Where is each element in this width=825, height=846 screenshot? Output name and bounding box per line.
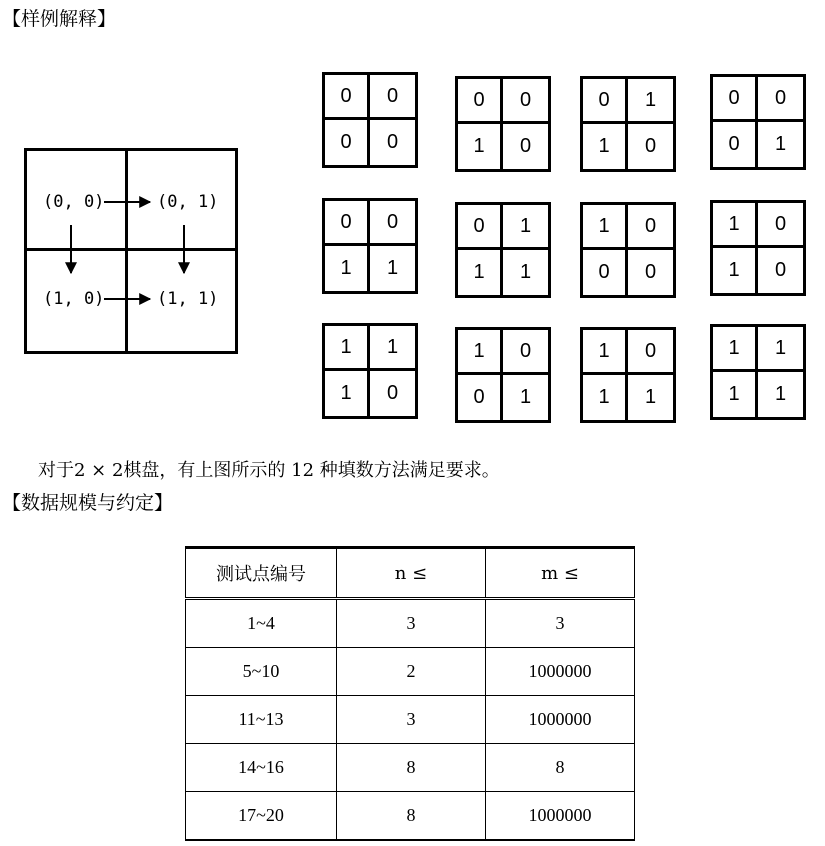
coord-label-0-0: (0, 0) — [43, 192, 105, 212]
table-cell: 3 — [337, 599, 486, 648]
table-header-row — [186, 548, 635, 599]
grid-cell: 0 — [628, 205, 673, 250]
filling-grid — [580, 76, 676, 172]
grid-cell: 1 — [583, 330, 628, 375]
grid-cell: 1 — [713, 248, 758, 293]
filling-grid — [710, 74, 806, 170]
filling-grid — [710, 200, 806, 296]
table-cell: 2 — [337, 648, 486, 696]
grid-cell: 1 — [325, 371, 370, 416]
filling-grid — [322, 198, 418, 294]
header-testcase-id: 测试点编号 — [186, 548, 337, 599]
coord-label-1-0: (1, 0) — [43, 289, 105, 309]
table-cell: 3 — [486, 599, 635, 648]
filling-grid — [455, 327, 551, 423]
filling-grid — [455, 76, 551, 172]
table-cell: 1000000 — [486, 792, 635, 841]
grid-cell: 1 — [644, 386, 657, 408]
grid-cell: 0 — [713, 77, 758, 122]
grid-cell: 1 — [458, 250, 503, 295]
grid-cell: 0 — [644, 135, 657, 157]
table-cell: 5~10 — [186, 648, 337, 696]
grid-cell: 0 — [758, 77, 803, 122]
table-cell: 1~4 — [186, 599, 337, 648]
grid-cell: 0 — [386, 131, 399, 153]
grid-cell: 1 — [458, 330, 503, 375]
grid-cell: 1 — [519, 386, 532, 408]
grid-cell: 1 — [628, 79, 673, 124]
diagram-arrows — [24, 148, 235, 351]
filling-grid — [455, 202, 551, 298]
filling-grid — [710, 324, 806, 420]
filling-grid — [322, 72, 418, 168]
grid-cell: 0 — [325, 75, 370, 120]
grid-cell: 0 — [386, 382, 399, 404]
table-row — [186, 599, 635, 648]
grid-cell: 1 — [503, 205, 548, 250]
table-row — [186, 696, 635, 744]
table-cell: 11~13 — [186, 696, 337, 744]
header-m-limit: m ≤ — [486, 548, 635, 599]
grid-cell: 1 — [774, 133, 787, 155]
table-row — [186, 792, 635, 841]
grid-cell: 0 — [774, 259, 787, 281]
table-cell: 14~16 — [186, 744, 337, 792]
grid-cell: 0 — [519, 135, 532, 157]
table-cell: 1000000 — [486, 648, 635, 696]
grid-cell: 0 — [370, 201, 415, 246]
grid-cell: 0 — [713, 122, 758, 167]
grid-cell: 0 — [503, 79, 548, 124]
table-cell: 3 — [337, 696, 486, 744]
grid-cell: 0 — [370, 75, 415, 120]
grid-cell: 1 — [583, 124, 628, 169]
coordinate-diagram — [24, 148, 235, 351]
filling-grid — [580, 202, 676, 298]
grid-cell: 0 — [758, 203, 803, 248]
grid-cell: 1 — [325, 326, 370, 371]
coord-label-0-1: (0, 1) — [157, 192, 219, 212]
table-cell: 1000000 — [486, 696, 635, 744]
grid-cell: 1 — [774, 383, 787, 405]
coord-label-1-1: (1, 1) — [157, 289, 219, 309]
filling-grid — [580, 327, 676, 423]
constraints-table — [185, 546, 635, 841]
grid-cell: 1 — [583, 375, 628, 420]
grid-cell: 1 — [370, 326, 415, 371]
grid-cell: 0 — [628, 330, 673, 375]
section-heading-sample-explanation: 【样例解释】 — [2, 8, 117, 30]
grid-cell: 1 — [325, 246, 370, 291]
table-cell: 8 — [337, 744, 486, 792]
grid-cell: 1 — [519, 261, 532, 283]
explanation-text: 对于2 × 2棋盘，有上图所示的 12 种填数方法满足要求。 — [38, 460, 500, 481]
grid-cell: 0 — [458, 79, 503, 124]
grid-cell: 0 — [325, 120, 370, 165]
grid-cell: 1 — [458, 124, 503, 169]
grid-cell: 0 — [644, 261, 657, 283]
grid-cell: 0 — [583, 250, 628, 295]
grid-cell: 0 — [583, 79, 628, 124]
grid-cell: 0 — [458, 205, 503, 250]
grid-cell: 1 — [583, 205, 628, 250]
filling-grid — [322, 323, 418, 419]
table-cell: 8 — [486, 744, 635, 792]
section-heading-constraints: 【数据规模与约定】 — [2, 492, 174, 514]
grid-cell: 0 — [458, 375, 503, 420]
grid-cell: 1 — [758, 327, 803, 372]
table-row — [186, 744, 635, 792]
grid-cell: 1 — [713, 327, 758, 372]
grid-cell: 0 — [503, 330, 548, 375]
table-cell: 8 — [337, 792, 486, 841]
grid-cell: 1 — [386, 257, 399, 279]
header-n-limit: n ≤ — [337, 548, 486, 599]
table-row — [186, 648, 635, 696]
table-cell: 17~20 — [186, 792, 337, 841]
grid-cell: 1 — [713, 372, 758, 417]
grid-cell: 1 — [713, 203, 758, 248]
grid-cell: 0 — [325, 201, 370, 246]
